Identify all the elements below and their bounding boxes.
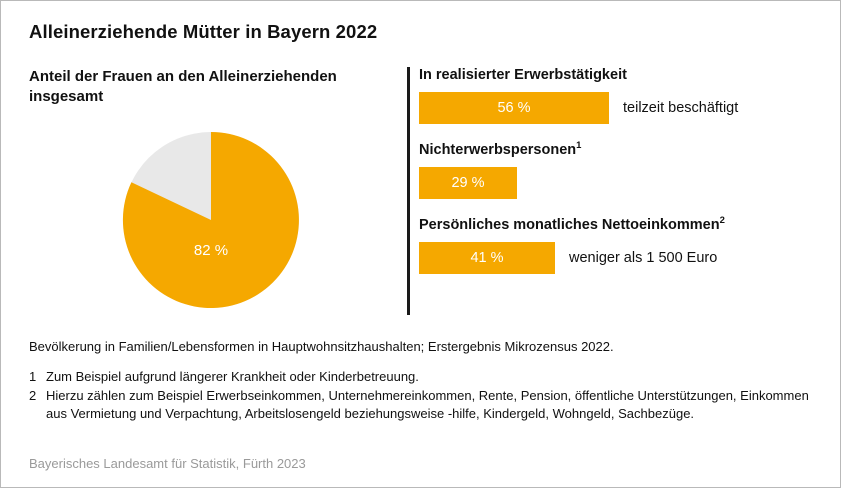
source-note: Bevölkerung in Familien/Lebensformen in Hauptwohnsitzhaushalten; Erstergebnis Mikrozensus 2022. bbox=[29, 339, 614, 354]
footnote-2 bbox=[29, 387, 819, 422]
bar-block-nichterwerbspersonen bbox=[419, 140, 819, 199]
bar-heading bbox=[419, 215, 819, 233]
pie-panel bbox=[29, 67, 399, 310]
bar-heading-text: Nichterwerbspersonen bbox=[419, 141, 577, 158]
pie-heading: Anteil der Frauen an den Alleinerziehenden insgesamt bbox=[29, 68, 337, 106]
footnote-marker: 2 bbox=[719, 214, 725, 226]
bar-heading-text: In realisierter Erwerbstätigkeit bbox=[419, 67, 627, 83]
footnote-marker: 1 bbox=[576, 140, 582, 151]
bar-caption: teilzeit beschäftigt bbox=[623, 100, 739, 116]
bar-value: 41 % bbox=[419, 242, 555, 274]
footnote-number: 1 bbox=[29, 369, 37, 384]
pie-value-label: 82 % bbox=[193, 241, 229, 259]
bar-row bbox=[419, 92, 819, 124]
bar-heading-text: Persönliches monatliches Nettoeinkommen bbox=[419, 216, 720, 233]
notes-section bbox=[29, 339, 819, 424]
footnote-number: 2 bbox=[29, 388, 37, 404]
bar-value: 56 % bbox=[419, 92, 609, 124]
bars-panel bbox=[419, 67, 819, 274]
bar-caption: weniger als 1 500 Euro bbox=[569, 249, 718, 266]
bar-value: 29 % bbox=[419, 167, 517, 199]
publisher-credit: Bayerisches Landesamt für Statistik, Fürth 2023 bbox=[29, 456, 306, 471]
pie-chart-svg bbox=[121, 130, 301, 310]
bar-row bbox=[419, 242, 819, 274]
bar-heading bbox=[419, 67, 819, 83]
bar-block-nettoeinkommen bbox=[419, 215, 819, 274]
footnote-text: Hierzu zählen zum Beispiel Erwerbseinkommen, Unternehmereinkommen, Rente, Pension, öffentliche Unterstützungen, Einkommen aus Vermietung und Verpachtung, Arbeitslosengeld beziehungsweise -hilfe, Kindergeld, Wohngeld, Sachbezüge. bbox=[46, 388, 809, 421]
bar-heading bbox=[419, 140, 819, 158]
page-title: Alleinerziehende Mütter in Bayern 2022 bbox=[29, 21, 378, 42]
bar-block-erwerbstaetigkeit bbox=[419, 67, 819, 124]
vertical-divider bbox=[407, 67, 410, 315]
footnote-1 bbox=[29, 368, 819, 385]
bar-row bbox=[419, 167, 819, 199]
pie-chart bbox=[121, 130, 301, 310]
footnote-text: Zum Beispiel aufgrund längerer Krankheit oder Kinderbetreuung. bbox=[46, 369, 419, 384]
